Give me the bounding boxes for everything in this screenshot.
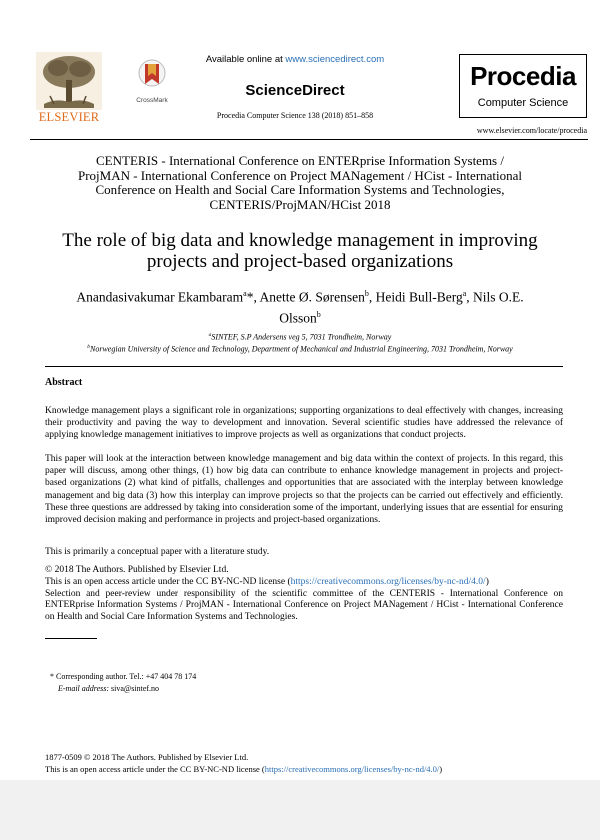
header-rule xyxy=(30,139,588,140)
abstract-heading: Abstract xyxy=(45,377,83,388)
affiliation-b xyxy=(30,344,570,354)
conference-info xyxy=(40,154,560,212)
author-affil-mark: b xyxy=(364,289,369,298)
license-line xyxy=(45,577,563,589)
email-address[interactable]: siva@sintef.no xyxy=(109,684,160,693)
crossmark-icon xyxy=(137,58,167,92)
sciencedirect-wordmark: ScienceDirect xyxy=(245,82,345,99)
footer-license-prefix: This is an open access article under the CC BY-NC-ND license ( xyxy=(45,764,265,774)
elsevier-logo xyxy=(30,48,108,126)
sciencedirect-link[interactable]: www.sciencedirect.com xyxy=(285,54,385,65)
journal-reference: Procedia Computer Science 138 (2018) 851–858 xyxy=(216,111,374,120)
crossmark-badge[interactable] xyxy=(130,58,174,104)
paper-title xyxy=(30,230,570,272)
procedia-logo xyxy=(459,54,587,118)
conference-line: Conference on Health and Social Care Information Systems and Technologies, xyxy=(95,182,505,197)
peer-review-statement: Selection and peer-review under responsibility of the scientific committee of the CENTERIS - International Conference on ENTERprise Information Systems / ProjMAN - International Conference on Project MANagement / HCist - International Conference on Health and Social Care Information Systems and Technologies. xyxy=(45,588,563,623)
conference-line: CENTERIS - International Conference on ENTERprise Information Systems / xyxy=(96,153,504,168)
author-name: , Nils O.E. xyxy=(466,289,524,305)
footer-license-suffix: ) xyxy=(439,764,443,774)
author-name: Anandasivakumar Ekambaram xyxy=(76,289,244,305)
procedia-subtitle: Computer Science xyxy=(477,97,569,109)
license-link[interactable]: https://creativecommons.org/licenses/by-nc-nd/4.0/ xyxy=(290,576,486,587)
affiliation-a xyxy=(30,332,570,342)
procedia-name: Procedia xyxy=(470,61,576,91)
author-name: , Heidi Bull-Berg xyxy=(368,289,463,305)
affil-mark: a xyxy=(208,332,212,338)
author-affil-mark: a xyxy=(243,289,247,298)
abstract-top-rule xyxy=(45,366,563,367)
abstract-paragraph: Knowledge management plays a significant role in organizations; supporting organizations to deal effectively with changes, increasing their productivity and paving the way to development and innovation. Several scientific studies have addressed the relevance of applying knowledge management initiatives to improve projects as well as organizations that conduct projects. xyxy=(45,406,563,441)
author-name: Olsson xyxy=(279,310,317,325)
available-prefix: Available online at xyxy=(205,54,286,65)
conference-line: CENTERIS/ProjMAN/HCist 2018 xyxy=(209,196,391,212)
elsevier-wordmark: ELSEVIER xyxy=(38,110,100,124)
license-suffix: ) xyxy=(485,576,489,587)
author-list xyxy=(40,285,560,326)
corresponding-mark: * xyxy=(246,289,254,305)
availability-line xyxy=(175,54,415,65)
footer-license xyxy=(45,764,565,775)
title-line: The role of big data and knowledge management in improving xyxy=(62,230,538,251)
title-line: projects and project-based organizations xyxy=(146,251,454,272)
license-prefix: This is an open access article under the CC BY-NC-ND license ( xyxy=(45,576,291,587)
abstract-paragraph: This is primarily a conceptual paper with a literature study. xyxy=(45,547,270,557)
issn-line: 1877-0509 © 2018 The Authors. Published by Elsevier Ltd. xyxy=(45,752,249,762)
corresponding-author: * Corresponding author. Tel.: +47 404 78 174 xyxy=(50,672,197,681)
author-affil-mark: a xyxy=(462,289,467,298)
affil-mark: b xyxy=(87,344,91,350)
abstract-paragraph: This paper will look at the interaction between knowledge management and big data within the context of projects. In this regard, this paper will discuss, among other things, (1) how big data can contribute to enhance knowledge management in projects and project-based organizations (2) what kind of pitfalls, challenges and opportunities that are associated with the interplay between knowledge management and big data (3) how this interplay can improve projects so that the projects can be carried out effectively and efficiently. These three questions are addressed by taking into consideration some of the important, underlying issues that are essential for ensuring improved decision making and performance in projects and project-based organizations. xyxy=(45,454,563,526)
email-label: E-mail address: xyxy=(58,684,110,693)
author-name: , Anette Ø. Sørensen xyxy=(253,289,365,305)
email-line xyxy=(58,683,159,694)
author-affil-mark: b xyxy=(316,309,321,319)
affil-text: Norwegian University of Science and Technology, Department of Mechanical and Industrial Engineering, 7031 Trondheim, Norway xyxy=(90,344,513,354)
footnote-rule xyxy=(45,638,97,639)
conference-line: ProjMAN - International Conference on Project MANagement / HCist - International xyxy=(77,167,523,183)
journal-url[interactable]: www.elsevier.com/locate/procedia xyxy=(476,126,587,135)
elsevier-tree-icon xyxy=(36,52,102,110)
footer-license-link[interactable]: https://creativecommons.org/licenses/by-nc-nd/4.0/ xyxy=(264,764,440,774)
copyright-line: © 2018 The Authors. Published by Elsevier Ltd. xyxy=(45,565,229,575)
affil-text: SINTEF, S.P Andersens veg 5, 7031 Trondheim, Norway xyxy=(211,332,392,342)
crossmark-label: CrossMark xyxy=(136,97,168,104)
copyright-block xyxy=(45,565,563,624)
